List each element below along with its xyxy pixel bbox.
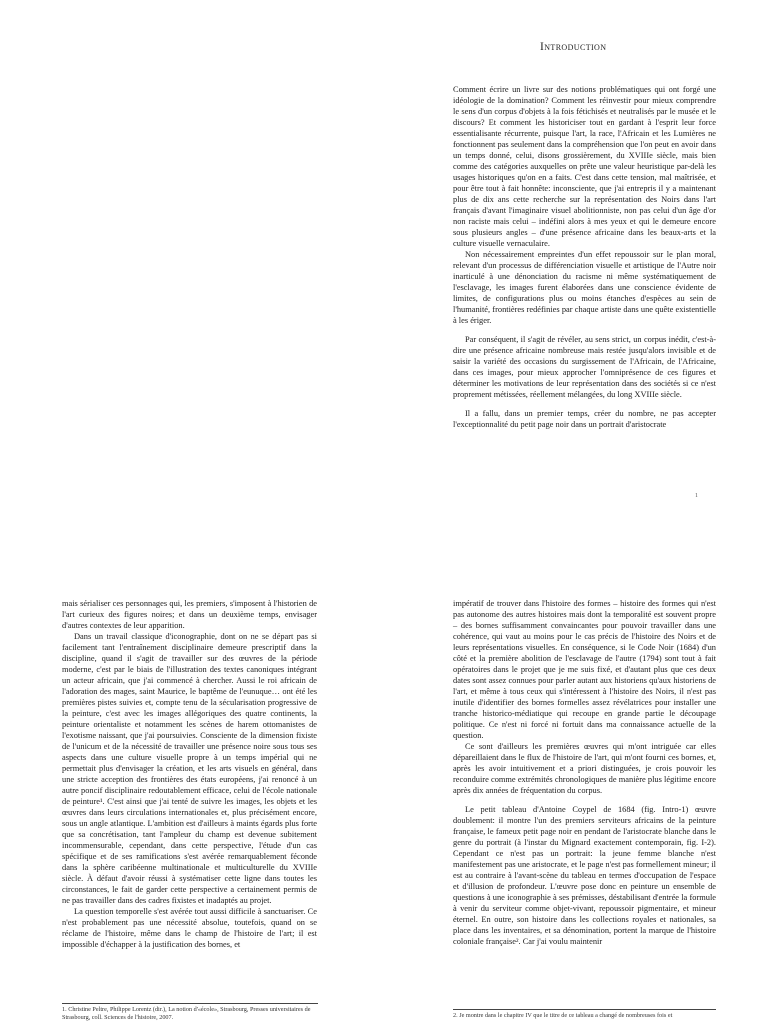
paragraph: Il a fallu, dans un premier temps, créer du nombre, ne pas accepter l'exceptionnalité du petit page noir dans un portrait d'aristocrate xyxy=(453,409,716,429)
text-column xyxy=(453,84,716,430)
paragraph: Comment écrire un livre sur des notions problématiques qui ont forgé une idéologie de la domination? Comment les réinvestir pour mieux comprendre le sens d'un corpus d'objets à la fois fétichisés et neutralisés par le musée et le discours? Et comment les historiciser tout en gardant à l'esprit leur force essentialisante récurrente, puisque l'art, la race, l'Africain et les Lumières ne fonctionnent pas seulement dans la compréhension que l'on peut en avoir dans un temps donné, celui, disons grossièrement, du XVIIIe siècle, mais bien comme des catégories auxquelles on prête une valeur heuristique par-delà les usages historiques qu'on en a faits. C'est dans cette tension, mal maîtrisée, et pour être tout à fait honnête: inconsciente, que j'ai entrepris il y a maintenant plus de dix ans cette recherche sur la représentation des Noirs dans l'art français d'avant l'imaginaire visuel abolitionniste, non pas celui d'un âge d'or non raciste mais celui – indéfini alors à mes yeux et qui le demeure encore sous plusieurs angles – d'une présence africaine dans les beaux-arts et la culture visuelle vernaculaire. xyxy=(453,85,716,248)
paragraph: Ce sont d'ailleurs les premières œuvres qui m'ont intriguée car elles dépareillaient dans le flux de l'histoire de l'art, qui m'ont fourni ces bornes, et, après les avoir intuitivement et a priori distinguées, je crois pouvoir les reconduire comme extrémités chronologiques de manière plus légitime encore après dix années de fréquentation du corpus. xyxy=(453,742,716,795)
paragraph: mais sérialiser ces personnages qui, les premiers, s'imposent à l'historien de l'art curieux des figures noires; et dans un deuxième temps, envisager d'autres contextes de leur apparition. xyxy=(62,599,317,630)
footnote: 1. Christine Peltre, Philippe Lorentz (dir.), La notion d'«école», Strasbourg, Presses universitaires de Strasbourg, coll. Sciences de l'histoire, 2007. xyxy=(62,1006,311,1022)
paragraph: Non nécessairement empreintes d'un effet repoussoir sur le plan moral, relevant d'un processus de différenciation visuelle et artistique de l'Autre noir inarticulé à une dénonciation du racisme ni même systématiquement de l'esclavage, les images furent élaborées dans une conscience évidente de limites, de configurations plus ou moins étanches d'espèces au sein de l'humanité, frontières redéfinies par chaque artiste dans une quête existentielle à les ériger. xyxy=(453,250,716,325)
text-column-right xyxy=(453,598,716,947)
footnote-rule xyxy=(453,1009,716,1010)
paragraph: Le petit tableau d'Antoine Coypel de 1684 (fig. Intro-1) œuvre doublement: il montre l'un des premiers serviteurs africains de la peinture française, le fameux petit page noir en pendant de l'aristocrate blanche dans le genre du portrait (à l'instar du Mignard exactement contemporain, fig. I-2). Cependant ce n'est pas un portrait: la jeune femme blanche n'est manifestement pas une aristocrate, et le page n'est pas formellement mineur; il est au contraire à l'avant-scène du tableau en termes d'occupation de l'espace et d'illusion de profondeur. L'œuvre pose donc en peinture un ensemble de questions à une iconographie à ses prémisses, déstabilisant d'entrée la formule à venir du serviteur comme objet-vivant, repoussoir pigmentaire, et mineur éternel. En outre, son histoire dans les collections royales et nationales, sa place dans les inventaires, et sa dénomination, portent la marque de l'histoire coloniale française². Car j'ai voulu maintenir xyxy=(453,805,716,946)
paragraph: Par conséquent, il s'agit de révéler, au sens strict, un corpus inédit, c'est-à-dire une présence africaine nombreuse mais restée jusqu'alors invisible et de saisir la variété des occasions du surgissement de l'Africain, de l'Africaine, dans ces images, pour mieux approcher l'omniprésence de ces figures et déterminer les motivations de leur représentation dans des sociétés si ce n'est proprement métissées, réellement mélangées, du long XVIIIe siècle. xyxy=(453,335,716,399)
running-head: Introduction xyxy=(540,41,607,53)
footnote: 2. Je montre dans le chapitre IV que le titre de ce tableau a changé de nombreuses fois et xyxy=(453,1012,673,1019)
footnote-rule xyxy=(62,1003,318,1004)
paragraph: Dans un travail classique d'iconographie, dont on ne se départ pas si facilement tant l'entraînement disciplinaire demeure prescriptif dans la discipline, quand il s'agit de travailler sur des œuvres de la période moderne, c'est par le biais de l'illustration des textes canoniques intégrant un acteur africain, que j'ai commencé à chercher. Aussi le roi africain de l'adoration des mages, saint Maurice, le baptême de l'eunuque… ont été les premières pistes suivies et, compte tenu de la sécularisation progressive de la peinture, c'est avec les images allégoriques des quatre continents, la peinture orientaliste et notamment les scènes de harem ottomanistes de l'exotisme naissant, que j'ai poursuivies. Consciente de la dimension fixiste de l'unicum et de la nécessité de travailler une présence noire sous tous ses aspects dans une culture visuelle propre à un temps impérial qui ne permettait plus d'envisager la création, et les arts visuels en général, dans une stricte acception des frontières des états européens, j'ai renoncé à un autre poncif disciplinaire redoutablement efficace, celui de l'école nationale de peinture¹. C'est ainsi que j'ai tenté de suivre les images, les objets et les œuvres dans leurs circulations internationales et, plus précisément encore, sous un angle atlantique. L'ambition est d'ailleurs à maints égards plus forte que sa concrétisation, tant l'ampleur du champ est devenue subitement incommensurable, cependant, dans cette perspective, l'étude d'un cas spécifique et de ses ramifications s'est avérée remarquablement féconde dans la sphère caribéenne multinationale et multiculturelle du XVIIIe siècle. À défaut d'avoir réussi à systématiser cette ligne dans toutes les circonstances, le fait de garder cette perspective a certainement permis de ne pas travailler dans des cadres fixistes et inadaptés au projet. xyxy=(62,632,317,905)
paragraph: La question temporelle s'est avérée tout aussi difficile à sanctuariser. Ce n'est probablement pas une nécessité absolue, toutefois, quand on se réclame de l'histoire, même dans le champ de l'histoire de l'art; il est impossible d'échapper à la justification des bornes, et xyxy=(62,907,317,949)
page-number: 1 xyxy=(695,493,698,499)
text-column-left xyxy=(62,598,317,950)
paragraph: impératif de trouver dans l'histoire des formes – histoire des formes qui n'est pas autonome des autres histoires mais dont la temporalité est souvent propre – des bornes suffisamment convaincantes pour pouvoir travailler dans une cohérence, qui vaut au moins pour le cas précis de l'histoire des Noirs et de leurs représentations visuelles. En conséquence, si le Code Noir (1684) d'un côté et la première abolition de l'esclavage de l'autre (1794) sont tout à fait opératoires dans le projet que je me suis fixé, et d'autant plus que ces deux dates sont assez connues pour parler autant aux historiens qu'aux historiens de l'art, et même à tous ceux qui s'intéressent à l'histoire des Noirs, il n'est pas inutile d'identifier des bornes formelles assez révélatrices pour installer une tranche historico-médiatique qui recoupe en grande partie le découpage politique. Ce n'est ni forcé ni fortuit dans ma connaissance actuelle de la question. xyxy=(453,599,716,740)
